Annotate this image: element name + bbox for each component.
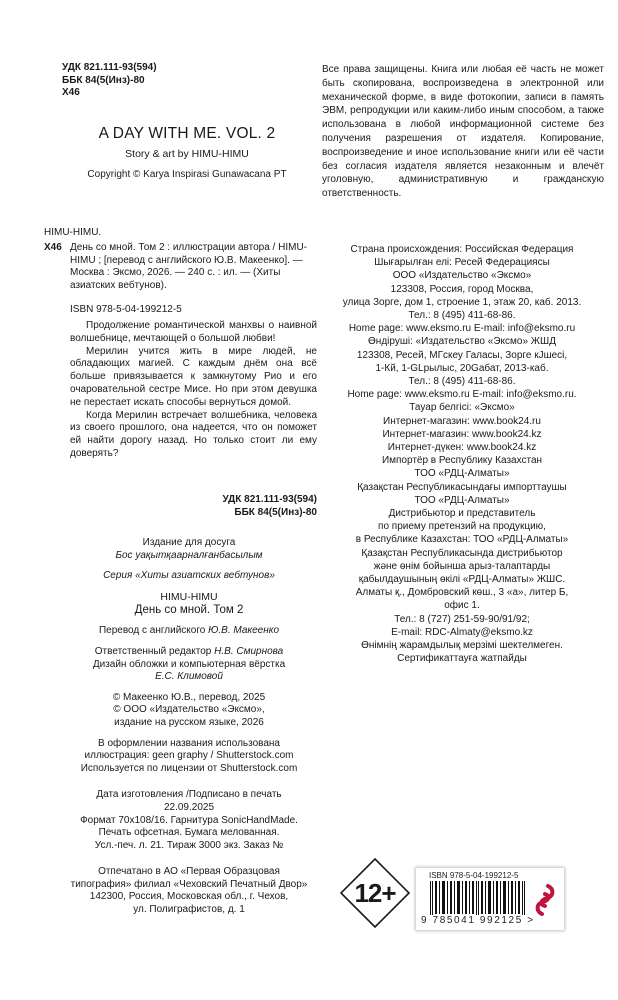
origin-line: ТОО «РДЦ-Алматы» xyxy=(414,494,510,506)
publisher-logo-icon xyxy=(532,884,558,916)
annotation-paragraph: Мерилин учится жить в мире людей, не обладающих магией. С каждым днём она всё больше привязывается к замкнутому Рио и его очаровательной сестре Мисе. Но при этом девушка не перестает искать способы вернуться домой. xyxy=(70,345,317,408)
annotation-paragraph: Продолжение романтической манхвы о наивной волшебнице, мечтающей о большой любви! xyxy=(70,320,317,344)
imprint xyxy=(44,537,334,917)
translation-label: Перевод с английского xyxy=(98,625,206,637)
rights-notice: Все права защищены. Книга или любая её часть не может быть скопирована, воспроизведена в электронной или механической форме, в виде фотокопии, записи в память ЭВМ, репродукции или каким-либо иным способом, а также использована в любой информационной системе без получения разрешения от издателя. Копирование, воспроизведение и иное использование книги или её части без согласия издателя является незаконным и влечёт уголовную, административную и гражданскую ответственность. xyxy=(322,64,604,200)
origin-line: Сертификаттауға жатпайды xyxy=(397,653,527,665)
copyright-line: © ООО «Издательство «Эксмо», xyxy=(113,704,265,716)
illustration-line: В оформлении названия использована xyxy=(98,737,280,749)
origin-line: Интернет-магазин: www.book24.ru xyxy=(383,415,541,427)
original-title-block xyxy=(62,124,312,182)
annotation-codes xyxy=(70,493,317,519)
editor: Н.В. Смирнова xyxy=(214,645,284,657)
copyright-line: © Макеенко Ю.В., перевод, 2025 xyxy=(112,691,266,703)
origin-line: ООО «Издательство «Эксмо» xyxy=(392,270,532,282)
editor-line xyxy=(44,646,334,659)
origin-line: Тауар белгісі: «Эксмо» xyxy=(409,402,515,414)
origin-line: ТОО «РДЦ-Алматы» xyxy=(414,468,510,480)
udk-code: УДК 821.111-93(594) xyxy=(62,62,157,73)
origin-line: Страна происхождения: Российская Федерация xyxy=(350,244,574,255)
origin-line: 123308, Россия, город Москва, xyxy=(390,283,534,295)
barcode-digits: 9 785041 992125 > xyxy=(421,915,535,926)
illustration-line: Используется по лицензии от Shutterstock.com xyxy=(80,762,298,774)
biblio-code: Х46 xyxy=(44,242,62,253)
printer-line: типография» филиал «Чеховский Печатный Двор» xyxy=(70,878,308,890)
editor-label: Ответственный редактор xyxy=(94,645,212,657)
barcode-icon xyxy=(430,881,528,918)
origin-line: E-mail: RDC-Almaty@eksmo.kz xyxy=(391,626,533,638)
origin-line: Өндіруші: «Издательство «Эксмо» ЖШД xyxy=(368,336,556,348)
bbk-code: ББК 84(5(Инз)-80 xyxy=(62,74,145,86)
print-line: Дата изготовления /Подписано в печать xyxy=(96,789,282,801)
classification-codes xyxy=(62,62,157,100)
author-mark: Х46 xyxy=(62,87,80,99)
translation-line xyxy=(44,625,334,638)
imprint-author: HIMU-HIMU xyxy=(160,590,218,603)
origin-line: в Республике Казахстан: ТОО «РДЦ-Алматы» xyxy=(355,534,569,546)
udk-code: УДК 821.111-93(594) xyxy=(222,494,317,505)
original-copyright: Copyright © Karya Inspirasi Gunawacana PT xyxy=(87,169,287,180)
origin-line: Home page: www.eksmo.ru E-mail: info@eksmo.ru. xyxy=(347,389,577,401)
origin-line: Интернет-магазин: www.book24.kz xyxy=(382,428,542,440)
origin-line: 123308, Ресей, МГскеу Галасы, Зорге кJшесі, xyxy=(356,349,568,361)
original-title: A DAY WITH ME. VOL. 2 xyxy=(98,125,276,142)
origin-line: Импортёр в Республику Казахстан xyxy=(381,455,543,467)
origin-line: Тел.: 8 (495) 411-68-86. xyxy=(408,310,516,322)
age-rating-text: 12+ xyxy=(354,878,396,908)
origin-line: Тел.: 8 (495) 411-68-86. xyxy=(408,376,516,388)
print-line: 22.09.2025 xyxy=(163,801,215,813)
printer-line: Отпечатано в АО «Первая Образцовая xyxy=(98,866,280,878)
translator: Ю.В. Макеенко xyxy=(208,625,280,637)
origin-line: 1-Кй, 1-GLрылыс, 20Gабат, 2013-каб. xyxy=(375,362,549,374)
annotation xyxy=(70,320,317,461)
annotation-paragraph: Когда Мерилин встречает волшебника, человека из своего прошлого, она надеется, что он поможет ей найти дорогу назад. Но только стоит ли ему доверять? xyxy=(70,409,317,459)
origin-line: Home page: www.eksmo.ru E-mail: info@eksmo.ru xyxy=(348,323,576,335)
origin-line: Қазақстан Республикасында дистрибьютор xyxy=(361,547,563,559)
age-rating-badge xyxy=(338,856,412,930)
printer-line: ул. Полиграфистов, д. 1 xyxy=(133,904,245,916)
biblio-description: День со мной. Том 2 : иллюстрации автора / HIMU-HIMU ; [перевод с английского Ю.В. Макеенко]. — Москва : Эксмо, 2026. — 240 с. : ил. — (Хиты азиатских вебтунов). xyxy=(70,242,307,291)
origin-line: қабылдаушының өкілі «РДЦ-Алматы» ЖШС. xyxy=(358,574,566,586)
barcode-isbn: ISBN 978-5-04-199212-5 xyxy=(429,871,519,880)
printer-line: 142300, Россия, Московская обл., г. Чехов, xyxy=(89,891,289,903)
print-line: Формат 70x108/16. Гарнитура SonicHandMade. xyxy=(80,814,298,826)
design-label: Дизайн обложки и компьютерная вёрстка xyxy=(92,658,286,670)
isbn: ISBN 978-5-04-199212-5 xyxy=(70,304,182,315)
designer: Е.С. Климовой xyxy=(155,671,223,683)
author-heading: HIMU-HIMU. xyxy=(44,227,102,238)
origin-line: Қазақстан Республикасындағы импорттаушы xyxy=(357,481,567,493)
origin-line: Шығарылған елі: Ресей Федерациясы xyxy=(374,257,550,269)
origin-info xyxy=(316,243,608,666)
edition-type-kz: Бос уақытқаарналғанбасылым xyxy=(115,549,263,561)
imprint-title: День со мной. Том 2 xyxy=(134,604,244,617)
illustration-line: иллюстрация: geen graphy / Shutterstock.com xyxy=(84,750,294,762)
origin-line: Интернет-дүкен: www.book24.kz xyxy=(387,442,537,454)
origin-line: улица Зорге, дом 1, строение 1, этаж 20, каб. 2013. xyxy=(342,296,582,308)
bibliographic-record xyxy=(44,242,319,292)
origin-line: және өнім бойынша арыз-талаптарды xyxy=(373,560,551,572)
bbk-code: ББК 84(5(Инз)-80 xyxy=(234,507,317,518)
origin-line: по приему претензий на продукцию, xyxy=(378,521,546,533)
origin-line: офис 1. xyxy=(444,600,480,612)
print-line: Печать офсетная. Бумага мелованная. xyxy=(98,827,280,839)
origin-line: Тел.: 8 (727) 251-59-90/91/92; xyxy=(394,613,530,625)
origin-line: Өнімнің жарамдылық мерзімі шектелмеген. xyxy=(361,640,563,652)
copyright-line: издание на русском языке, 2026 xyxy=(114,716,264,728)
edition-type: Издание для досуга xyxy=(142,537,236,548)
print-line: Усл.-печ. л. 21. Тираж 3000 экз. Заказ № xyxy=(94,839,284,851)
origin-line: Дистрибьютор и представитель xyxy=(388,508,536,520)
byline: Story & art by HIMU-HIMU xyxy=(125,148,249,160)
series: Серия «Хиты азиатских вебтунов» xyxy=(103,570,275,582)
origin-line: Алматы қ., Домбровский көш., 3 «а», литер Б, xyxy=(355,587,569,599)
